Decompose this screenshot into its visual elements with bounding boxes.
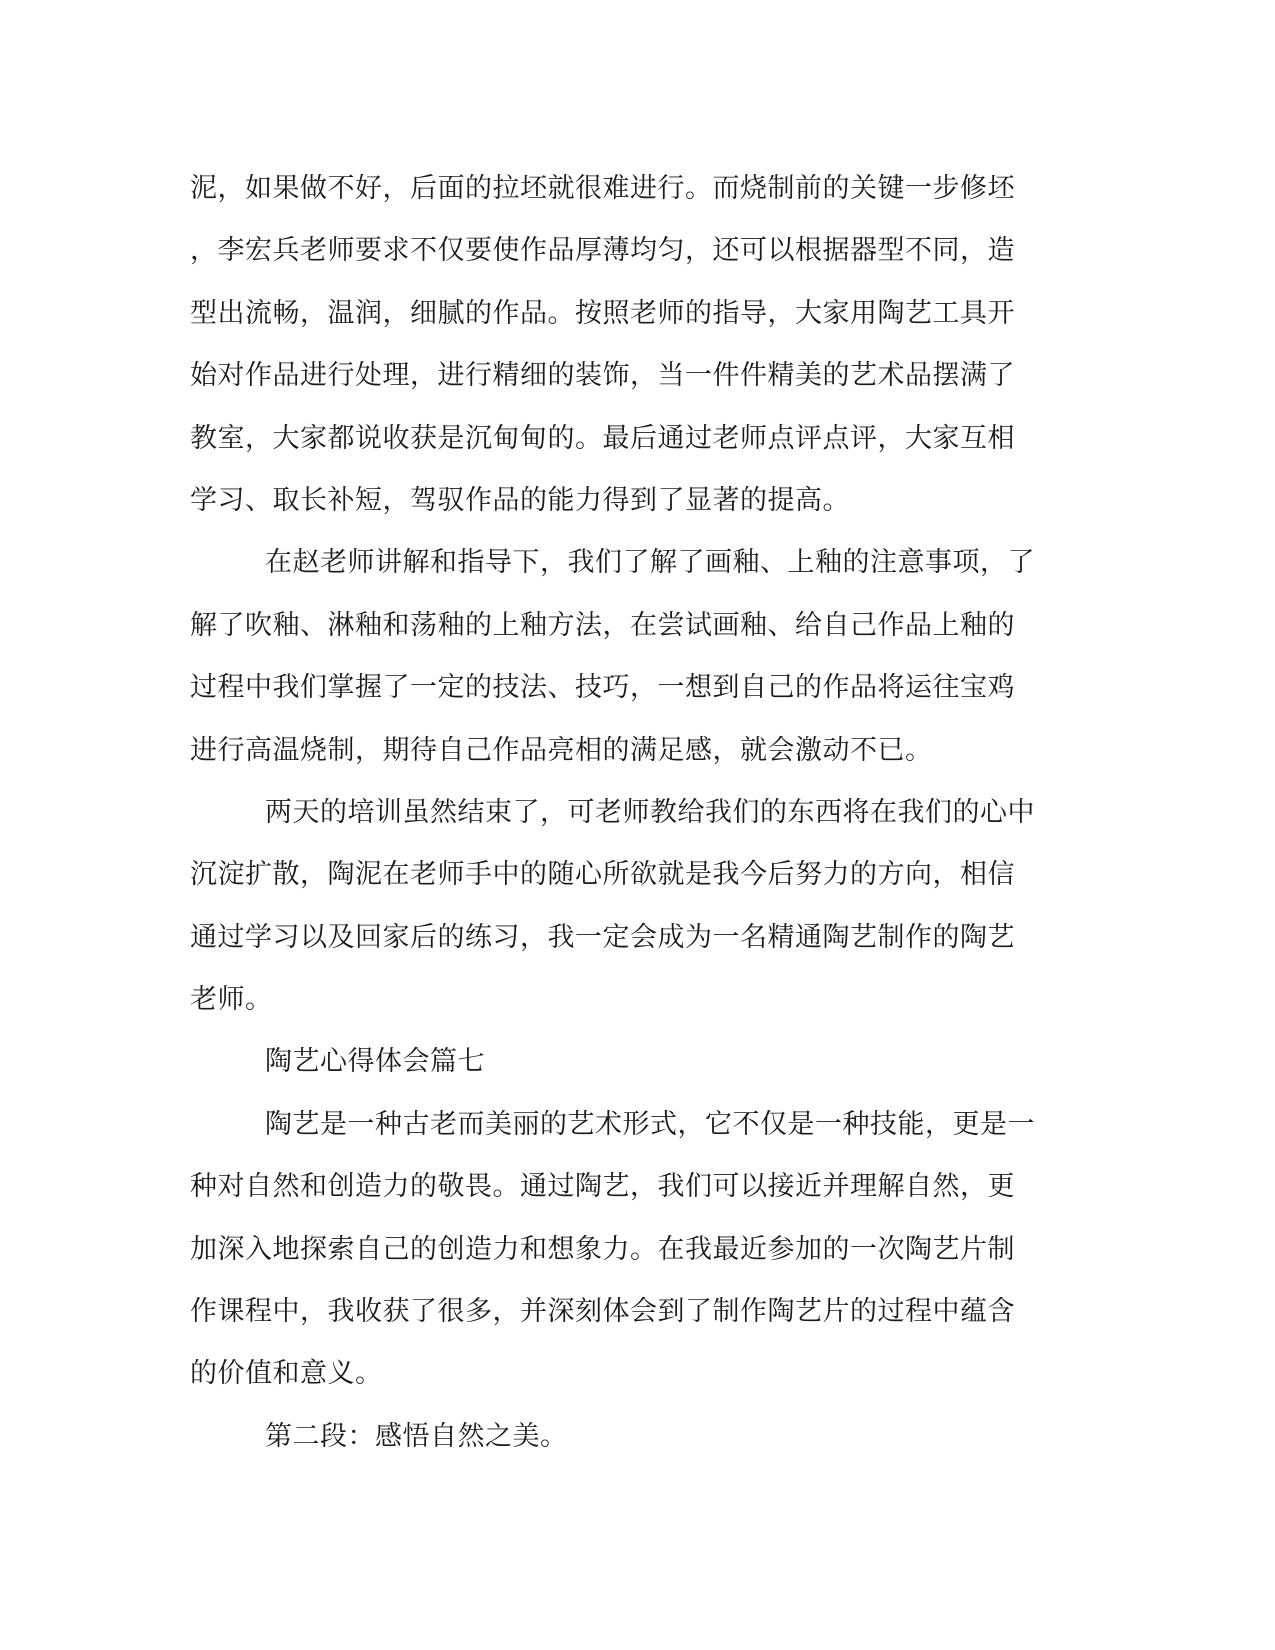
text-line: 种对自然和创造力的敬畏。通过陶艺，我们可以接近并理解自然，更 bbox=[190, 1171, 1015, 1203]
text-line: 解了吹釉、淋釉和荡釉的上釉方法，在尝试画釉、给自己作品上釉的 bbox=[190, 609, 1015, 641]
text-line: 加深入地探索自己的创造力和想象力。在我最近参加的一次陶艺片制 bbox=[190, 1233, 1015, 1265]
paragraph-first-line: 陶艺是一种古老而美丽的艺术形式，它不仅是一种技能，更是一 bbox=[265, 1108, 1035, 1140]
paragraph-first-line: 两天的培训虽然结束了，可老师教给我们的东西将在我们的心中 bbox=[265, 796, 1035, 828]
text-line: 沉淀扩散，陶泥在老师手中的随心所欲就是我今后努力的方向，相信 bbox=[190, 859, 1015, 891]
text-line: 作课程中，我收获了很多，并深刻体会到了制作陶艺片的过程中蕴含 bbox=[190, 1296, 1015, 1328]
text-line: 进行高温烧制，期待自己作品亮相的满足感，就会激动不已。 bbox=[190, 734, 933, 766]
text-line: 学习、取长补短，驾驭作品的能力得到了显著的提高。 bbox=[190, 484, 850, 516]
section-heading: 陶艺心得体会篇七 bbox=[265, 1046, 485, 1078]
text-line: 过程中我们掌握了一定的技法、技巧，一想到自己的作品将运往宝鸡 bbox=[190, 672, 1015, 704]
text-line: 的价值和意义。 bbox=[190, 1358, 383, 1390]
text-line: 教室，大家都说收获是沉甸甸的。最后通过老师点评点评，大家互相 bbox=[190, 422, 1015, 454]
text-line: 通过学习以及回家后的练习，我一定会成为一名精通陶艺制作的陶艺 bbox=[190, 921, 1015, 953]
paragraph-heading: 第二段：感悟自然之美。 bbox=[265, 1420, 568, 1452]
document-body bbox=[190, 158, 1075, 1468]
text-line: 型出流畅，温润，细腻的作品。按照老师的指导，大家用陶艺工具开 bbox=[190, 297, 1015, 329]
text-line: 老师。 bbox=[190, 984, 273, 1016]
text-line: 始对作品进行处理，进行精细的装饰，当一件件精美的艺术品摆满了 bbox=[190, 360, 1015, 392]
text-line: ，李宏兵老师要求不仅要使作品厚薄均匀，还可以根据器型不同，造 bbox=[190, 235, 1015, 267]
text-line: 泥，如果做不好，后面的拉坯就很难进行。而烧制前的关键一步修坯 bbox=[190, 173, 1015, 204]
paragraph-first-line: 在赵老师讲解和指导下，我们了解了画釉、上釉的注意事项，了 bbox=[265, 547, 1035, 579]
